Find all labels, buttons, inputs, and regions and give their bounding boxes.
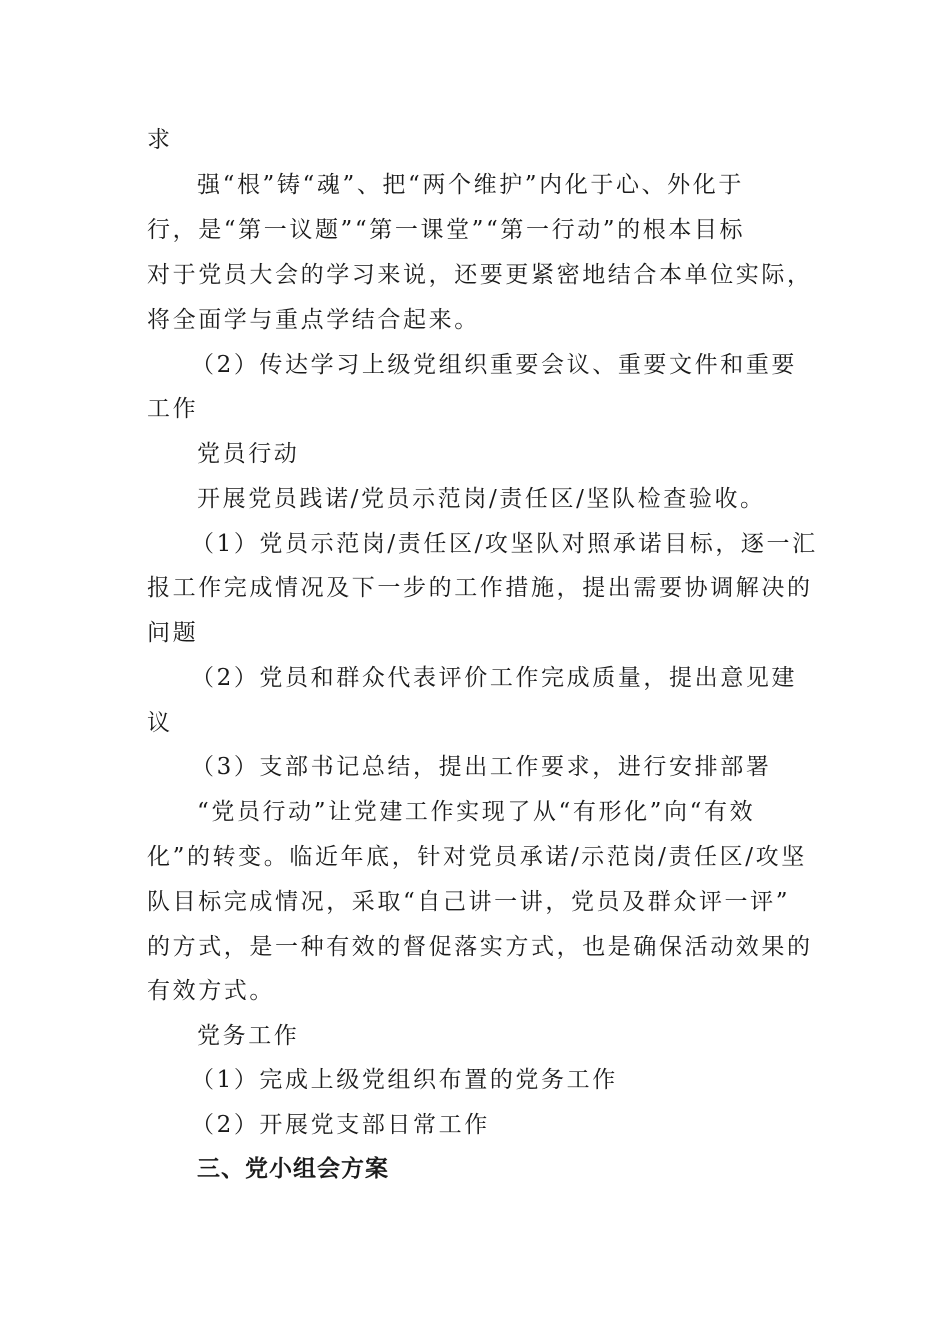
text-line: 行，是“第一议题”“第一课堂”“第一行动”的根本目标 <box>147 217 746 243</box>
section-label: 党员行动 <box>197 441 300 467</box>
text-line: 对于党员大会的学习来说，还要更紧密地结合本单位实际， <box>147 262 813 288</box>
text-line: 的方式，是一种有效的督促落实方式，也是确保活动效果的 <box>147 934 813 960</box>
text-line: 强“根”铸“魂”、把“两个维护”内化于心、外化于 <box>197 172 744 198</box>
text-line: （3）支部书记总结，提出工作要求，进行安排部署 <box>191 754 772 780</box>
text-line: （2）党员和群众代表评价工作完成质量，提出意见建 <box>191 665 798 691</box>
text-line: 有效方式。 <box>147 978 275 1004</box>
text-line: 将全面学与重点学结合起来。 <box>147 307 480 333</box>
text-line: 报工作完成情况及下一步的工作措施，提出需要协调解决的 <box>147 575 813 601</box>
text-line: （2）传达学习上级党组织重要会议、重要文件和重要 <box>191 352 798 378</box>
text-line: 求 <box>147 127 173 153</box>
section-label: 党务工作 <box>197 1023 300 1049</box>
text-line: 开展党员践诺/党员示范岗/责任区/坚队检查验收。 <box>197 486 766 512</box>
text-line: 工作 <box>147 396 199 422</box>
text-line: （1）完成上级党组织布置的党务工作 <box>191 1067 618 1093</box>
text-line: （1）党员示范岗/责任区/攻坚队对照承诺目标，逐一汇 <box>191 531 818 557</box>
section-heading: 三、党小组会方案 <box>197 1156 389 1182</box>
text-line: （2）开展党支部日常工作 <box>191 1112 490 1138</box>
text-line: 议 <box>147 710 173 736</box>
text-line: “党员行动”让党建工作实现了从“有形化”向“有效 <box>197 799 756 825</box>
text-line: 问题 <box>147 620 199 646</box>
text-line: 化”的转变。临近年底，针对党员承诺/示范岗/责任区/攻坚 <box>147 844 807 870</box>
text-line: 队目标完成情况，采取“自己讲一讲，党员及群众评一评” <box>147 889 791 915</box>
